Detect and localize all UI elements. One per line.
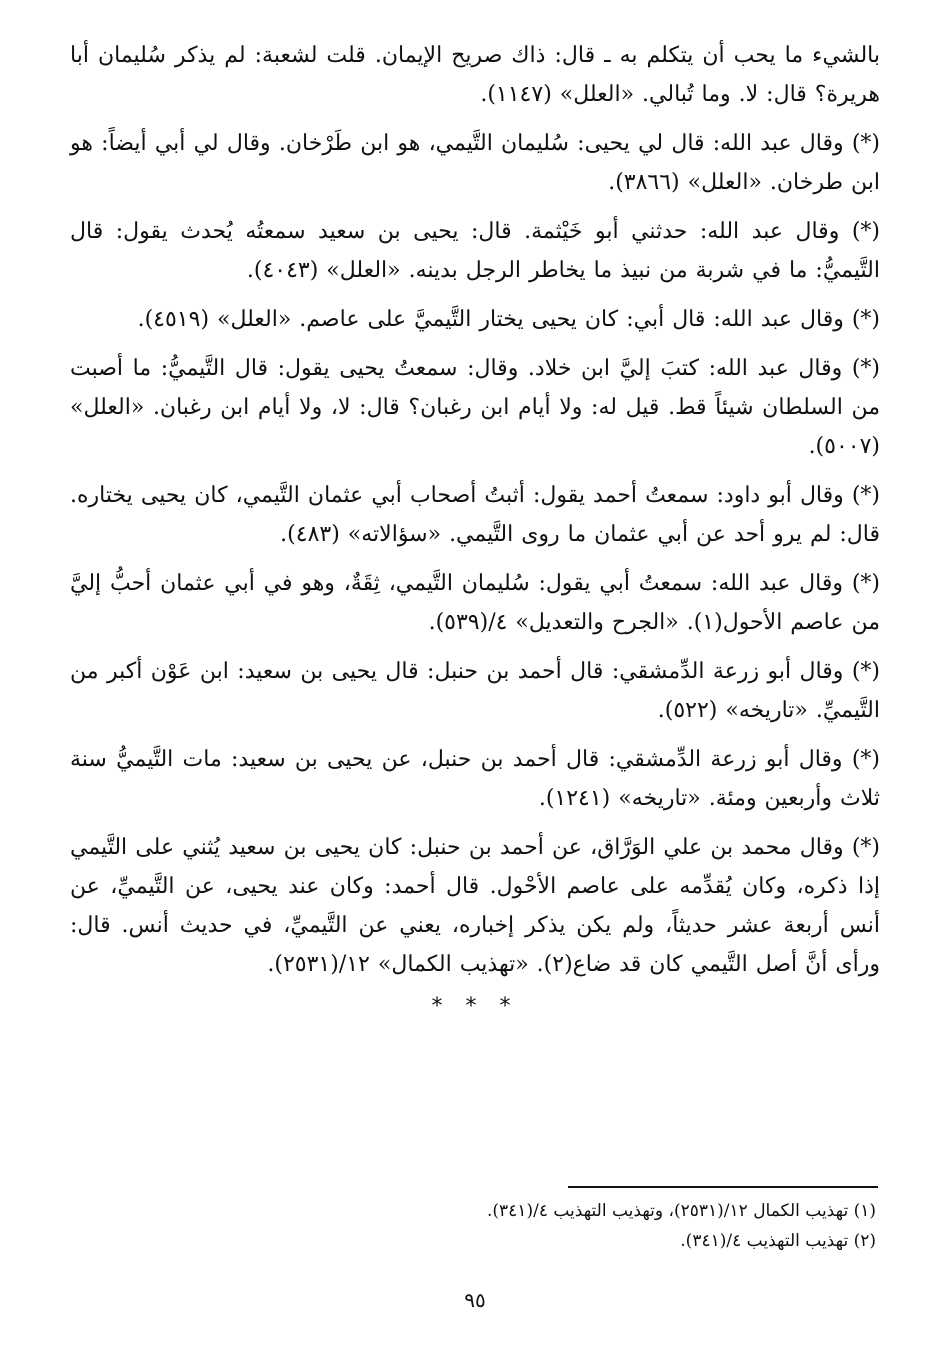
paragraph-7: (*) وقال عبد الله: سمعتُ أبي يقول: سُليمان التَّيمي، ثِقَةٌ، وهو في أبي عثمان أحبُّ إليَّ من عاصم الأحول(١). «الجرح والتعديل» ٤/(٥٣٩). [70,571,880,635]
paragraph-1: بالشيء ما يحب أن يتكلم به ـ قال: ذاك صريح الإيمان. قلت لشعبة: لم يذكر سُليمان أبا هريرة؟ قال: لا. وما تُبالي. «العلل» (١١٤٧). [70,43,880,107]
paragraph-10: (*) وقال محمد بن علي الوَرَّاق، عن أحمد بن حنبل: كان يحيى بن سعيد يُثني على التَّيمي إذا ذكره، وكان يُقدِّمه على عاصم الأحْول. قال أحمد: وكان عند يحيى، عن التَّيميِّ، عن أنس أربعة عشر حديثاً، ولم يكن يذكر إخباره، يعني عن التَّيميِّ، في حديث أنس. قال: ورأى أنَّ أصل التَّيمي كان قد ضاع(٢). «تهذيب الكمال» ١٢/(٢٥٣١). [70,835,880,977]
paragraph-2: (*) وقال عبد الله: قال لي يحيى: سُليمان التَّيمي، هو ابن طَرْخان. وقال لي أبي أيضاً: هو ابن طرخان. «العلل» (٣٨٦٦). [70,131,880,195]
footnote-1: (١) تهذيب الكمال ١٢/(٢٥٣١)، وتهذيب التهذيب ٤/(٣٤١). [486,1201,876,1221]
main-text [70,36,880,1019]
footnotes [76,1196,876,1256]
book-page [70,36,880,1336]
paragraph-4: (*) وقال عبد الله: قال أبي: كان يحيى يختار التَّيميَّ على عاصم. «العلل» (٤٥١٩). [137,307,880,332]
paragraph-9: (*) وقال أبو زرعة الدِّمشقي: قال أحمد بن حنبل، عن يحيى بن سعيد: مات التَّيميُّ سنة ثلاث وأربعين ومئة. «تاريخه» (١٢٤١). [70,747,880,811]
footnote-2: (٢) تهذيب التهذيب ٤/(٣٤١). [680,1231,876,1251]
paragraph-3: (*) وقال عبد الله: حدثني أبو خَيْثمة. قال: يحيى بن سعيد سمعتُه يُحدث يقول: قال التَّيميُّ: ما في شربة من نبيذ ما يخاطر الرجل بدينه. «العلل» (٤٠٤٣). [70,219,880,283]
footnote-divider [568,1186,878,1188]
page-number: ٩٥ [464,1288,486,1312]
paragraph-5: (*) وقال عبد الله: كتبَ إليَّ ابن خلاد. وقال: سمعتُ يحيى يقول: قال التَّيميُّ: ما أصبت من السلطان شيئاً قط. قيل له: ولا أيام ابن رغبان؟ قال: لا، ولا أيام ابن رغبان. «العلل» (٥٠٠٧). [70,356,880,459]
paragraph-8: (*) وقال أبو زرعة الدِّمشقي: قال أحمد بن حنبل: قال يحيى بن سعيد: ابن عَوْن أكبر من التَّيميِّ. «تاريخه» (٥٢٢). [70,659,880,723]
paragraph-6: (*) وقال أبو داود: سمعتُ أحمد يقول: أثبتُ أصحاب أبي عثمان التَّيمي، كان يحيى يختاره. قال: لم يرو أحد عن أبي عثمان ما روى التَّيمي. «سؤالاته» (٤٨٣). [70,483,880,547]
section-separator: * * * [431,994,519,1019]
